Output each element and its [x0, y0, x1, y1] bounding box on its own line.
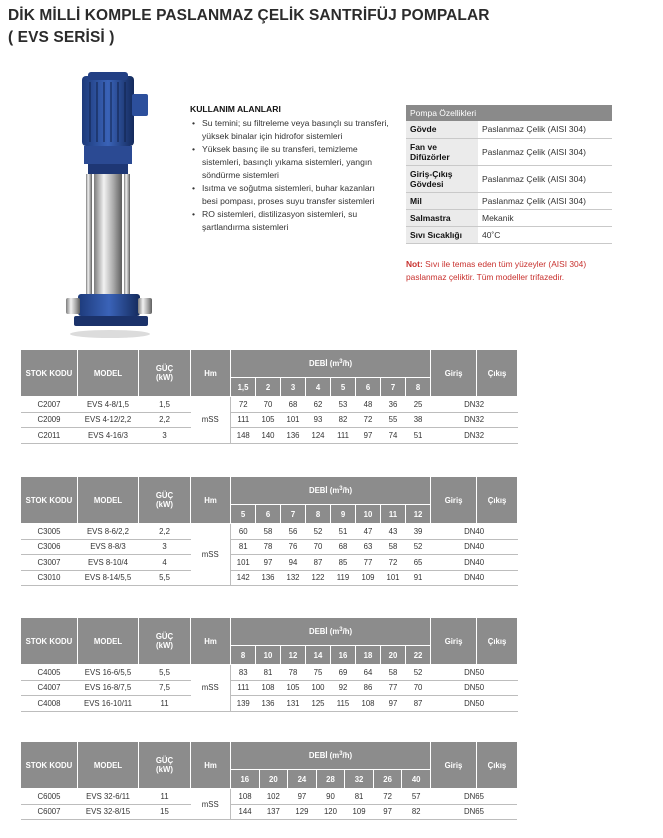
note-label: Not:: [406, 259, 423, 269]
connection-cell: DN65: [430, 789, 517, 805]
head-value-cell: 108: [356, 696, 381, 712]
spec-key: Salmastra: [406, 209, 478, 226]
head-value-cell: 111: [231, 412, 256, 428]
flow-unit-sup: 3: [339, 486, 343, 492]
flow-unit-sup: 3: [339, 359, 343, 365]
head-value-cell: 57: [402, 789, 431, 805]
head-value-cell: 51: [406, 428, 431, 444]
head-value-cell: 69: [331, 665, 356, 681]
flow-unit-sup: 3: [339, 627, 343, 633]
stok-header: STOK KODU: [21, 477, 78, 524]
flow-value-header: 18: [356, 646, 381, 665]
model-header: MODEL: [78, 618, 139, 665]
connection-cell: DN40: [431, 570, 518, 586]
flow-header: [231, 618, 431, 646]
flow-value-header: 7: [381, 378, 406, 397]
connection-cell: DN50: [431, 680, 518, 696]
table-row: [21, 397, 518, 413]
flow-value-header: 8: [406, 378, 431, 397]
model-cell: EVS 32-8/15: [78, 804, 139, 820]
flow-header: [231, 350, 431, 378]
connection-cell: DN50: [431, 696, 518, 712]
usage-item: • Su temini; su filtreleme veya basınçlı su transferi, yüksek binalar için hidrofor sistemleri: [202, 117, 390, 143]
spec-key: Sıvı Sıcaklığı: [406, 226, 478, 243]
head-value-cell: 53: [331, 397, 356, 413]
head-header: Hm: [191, 477, 231, 524]
flow-value-header: 5: [331, 378, 356, 397]
head-value-cell: 64: [356, 665, 381, 681]
stok-header: STOK KODU: [21, 618, 78, 665]
head-value-cell: 78: [281, 665, 306, 681]
head-value-cell: 76: [281, 539, 306, 555]
head-value-cell: 101: [381, 570, 406, 586]
head-value-cell: 125: [306, 696, 331, 712]
flow-value-header: 20: [259, 770, 288, 789]
connection-cell: DN50: [431, 665, 518, 681]
power-cell: 5,5: [139, 665, 191, 681]
spec-value: Mekanik: [478, 209, 612, 226]
performance-table: [20, 476, 518, 586]
model-cell: EVS 16-10/11: [78, 696, 139, 712]
flow-label: DEBİ (m: [308, 627, 340, 636]
table-row: [21, 555, 518, 571]
power-label: GÜÇ: [155, 364, 174, 373]
stok-cell: C2007: [21, 397, 78, 413]
power-cell: 3: [139, 539, 191, 555]
spec-value: Paslanmaz Çelik (AISI 304): [478, 165, 612, 192]
flow-value-header: 6: [356, 378, 381, 397]
head-value-cell: 52: [406, 539, 431, 555]
head-value-cell: 92: [331, 680, 356, 696]
flow-unit: /h): [342, 627, 353, 636]
head-value-cell: 68: [331, 539, 356, 555]
head-value-cell: 72: [231, 397, 256, 413]
head-value-cell: 58: [256, 524, 281, 540]
connection-cell: DN40: [431, 539, 518, 555]
spec-value: 40˚C: [478, 226, 612, 243]
connection-cell: DN40: [431, 555, 518, 571]
stok-cell: C3010: [21, 570, 78, 586]
head-value-cell: 63: [356, 539, 381, 555]
head-value-cell: 36: [381, 397, 406, 413]
page-subtitle: ( EVS SERİSİ ): [8, 29, 115, 46]
flow-value-header: 8: [306, 505, 331, 524]
head-value-cell: 142: [231, 570, 256, 586]
spec-key: Fan ve Difüzörler: [406, 138, 478, 165]
stok-header: STOK KODU: [21, 742, 78, 789]
head-value-cell: 136: [256, 696, 281, 712]
flow-label: DEBİ (m: [308, 486, 340, 495]
head-value-cell: 101: [281, 412, 306, 428]
head-value-cell: 72: [356, 412, 381, 428]
flow-value-header: 8: [231, 646, 256, 665]
head-value-cell: 87: [406, 696, 431, 712]
flow-unit: /h): [342, 359, 353, 368]
head-value-cell: 90: [316, 789, 345, 805]
stok-cell: C2009: [21, 412, 78, 428]
stok-cell: C6007: [21, 804, 78, 820]
model-cell: EVS 16-6/5,5: [78, 665, 139, 681]
table-row: [21, 428, 518, 444]
head-value-cell: 81: [231, 539, 256, 555]
flow-header: [231, 742, 431, 770]
connection-cell: DN32: [431, 428, 518, 444]
head-header: Hm: [191, 350, 231, 397]
head-value-cell: 136: [281, 428, 306, 444]
power-cell: 4: [139, 555, 191, 571]
usage-title: KULLANIM ALANLARI: [190, 104, 281, 114]
flow-value-header: 12: [406, 505, 431, 524]
flow-value-header: 24: [288, 770, 317, 789]
power-cell: 11: [139, 789, 191, 805]
head-value-cell: 108: [256, 680, 281, 696]
power-unit: (kW): [156, 500, 173, 509]
outlet-header: Çıkış: [476, 742, 517, 789]
head-value-cell: 81: [345, 789, 374, 805]
power-cell: 7,5: [139, 680, 191, 696]
table-row: [21, 539, 518, 555]
flow-value-header: 5: [231, 505, 256, 524]
head-value-cell: 82: [402, 804, 431, 820]
head-value-cell: 124: [306, 428, 331, 444]
stok-cell: C2011: [21, 428, 78, 444]
head-value-cell: 70: [256, 397, 281, 413]
head-value-cell: 52: [406, 665, 431, 681]
head-value-cell: 102: [259, 789, 288, 805]
head-value-cell: 97: [256, 555, 281, 571]
performance-table: [20, 617, 518, 712]
head-value-cell: 48: [356, 397, 381, 413]
head-value-cell: 94: [281, 555, 306, 571]
outlet-header: Çıkış: [477, 618, 518, 665]
connection-cell: DN65: [430, 804, 517, 820]
stok-cell: C4008: [21, 696, 78, 712]
table-row: [21, 524, 518, 540]
head-value-cell: 68: [281, 397, 306, 413]
power-label: GÜÇ: [155, 632, 174, 641]
stok-cell: C6005: [21, 789, 78, 805]
head-value-cell: 86: [356, 680, 381, 696]
head-value-cell: 111: [331, 428, 356, 444]
table-row: [21, 412, 518, 428]
flow-header: [231, 477, 431, 505]
model-cell: EVS 4-16/3: [78, 428, 139, 444]
head-value-cell: 51: [331, 524, 356, 540]
power-cell: 3: [139, 428, 191, 444]
flow-value-header: 16: [331, 646, 356, 665]
head-value-cell: 25: [406, 397, 431, 413]
connection-cell: DN32: [431, 397, 518, 413]
head-value-cell: 65: [406, 555, 431, 571]
usage-item: • Isıtma ve soğutma sistemleri, buhar kazanları besi pompası, proses suyu transfer sistemleri: [202, 182, 390, 208]
head-value-cell: 108: [231, 789, 260, 805]
power-unit: (kW): [156, 765, 173, 774]
flow-label: DEBİ (m: [308, 359, 340, 368]
inlet-header: Giriş: [431, 618, 477, 665]
flow-value-header: 16: [231, 770, 260, 789]
outlet-header: Çıkış: [477, 350, 518, 397]
head-value-cell: 129: [288, 804, 317, 820]
head-value-cell: 83: [231, 665, 256, 681]
pump-spec-table: [406, 105, 612, 244]
head-value-cell: 115: [331, 696, 356, 712]
model-cell: EVS 8-6/2,2: [78, 524, 139, 540]
head-value-cell: 148: [231, 428, 256, 444]
power-header: [139, 742, 191, 789]
head-value-cell: 60: [231, 524, 256, 540]
head-value-cell: 78: [256, 539, 281, 555]
model-header: MODEL: [78, 477, 139, 524]
head-value-cell: 120: [316, 804, 345, 820]
flow-label: DEBİ (m: [308, 751, 340, 760]
spec-key: Mil: [406, 192, 478, 209]
head-value-cell: 119: [331, 570, 356, 586]
head-value-cell: 122: [306, 570, 331, 586]
flow-value-header: 20: [381, 646, 406, 665]
head-unit-cell: mSS: [191, 789, 231, 820]
table-row: [21, 804, 518, 820]
flow-unit-sup: 3: [339, 751, 343, 757]
head-value-cell: 109: [345, 804, 374, 820]
head-value-cell: 56: [281, 524, 306, 540]
flow-value-header: 2: [256, 378, 281, 397]
head-value-cell: 47: [356, 524, 381, 540]
power-cell: 2,2: [139, 524, 191, 540]
flow-value-header: 6: [256, 505, 281, 524]
spec-value: Paslanmaz Çelik (AISI 304): [478, 121, 612, 138]
power-header: [139, 350, 191, 397]
model-cell: EVS 16-8/7,5: [78, 680, 139, 696]
model-cell: EVS 8-14/5,5: [78, 570, 139, 586]
power-label: GÜÇ: [155, 491, 174, 500]
spec-key: Gövde: [406, 121, 478, 138]
head-value-cell: 77: [381, 680, 406, 696]
head-value-cell: 137: [259, 804, 288, 820]
stok-cell: C3007: [21, 555, 78, 571]
flow-value-header: 40: [402, 770, 431, 789]
flow-value-header: 28: [316, 770, 345, 789]
flow-value-header: 10: [356, 505, 381, 524]
note: [406, 258, 621, 284]
stok-header: STOK KODU: [21, 350, 78, 397]
flow-value-header: 12: [281, 646, 306, 665]
power-label: GÜÇ: [155, 756, 174, 765]
head-value-cell: 109: [356, 570, 381, 586]
table-row: [21, 789, 518, 805]
power-header: [139, 618, 191, 665]
flow-unit: /h): [342, 486, 353, 495]
flow-value-header: 11: [381, 505, 406, 524]
pump-image: [60, 72, 170, 342]
flow-value-header: 1,5: [231, 378, 256, 397]
flow-unit: /h): [342, 751, 353, 760]
stok-cell: C4005: [21, 665, 78, 681]
head-value-cell: 75: [306, 665, 331, 681]
outlet-header: Çıkış: [477, 477, 518, 524]
head-value-cell: 111: [231, 680, 256, 696]
note-text: Sıvı ile temas eden tüm yüzeyler (AISI 304) paslanmaz çeliktir. Tüm modeller trifazedir.: [406, 259, 587, 282]
head-value-cell: 81: [256, 665, 281, 681]
head-value-cell: 91: [406, 570, 431, 586]
table-row: [21, 696, 518, 712]
head-value-cell: 97: [373, 804, 402, 820]
power-cell: 2,2: [139, 412, 191, 428]
inlet-header: Giriş: [431, 477, 477, 524]
head-value-cell: 140: [256, 428, 281, 444]
flow-value-header: 7: [281, 505, 306, 524]
head-value-cell: 58: [381, 539, 406, 555]
head-value-cell: 132: [281, 570, 306, 586]
page-title: DİK MİLLİ KOMPLE PASLANMAZ ÇELİK SANTRİFÜJ POMPALAR: [8, 7, 490, 24]
head-value-cell: 144: [231, 804, 260, 820]
head-value-cell: 97: [288, 789, 317, 805]
head-value-cell: 72: [373, 789, 402, 805]
flow-value-header: 10: [256, 646, 281, 665]
flow-value-header: 9: [331, 505, 356, 524]
spec-header: Pompa Özellikleri: [406, 105, 612, 121]
head-value-cell: 97: [356, 428, 381, 444]
head-value-cell: 58: [381, 665, 406, 681]
head-value-cell: 55: [381, 412, 406, 428]
table-row: [21, 570, 518, 586]
power-cell: 15: [139, 804, 191, 820]
model-header: MODEL: [78, 742, 139, 789]
head-value-cell: 100: [306, 680, 331, 696]
spec-value: Paslanmaz Çelik (AISI 304): [478, 138, 612, 165]
stok-cell: C4007: [21, 680, 78, 696]
table-row: [21, 680, 518, 696]
head-value-cell: 39: [406, 524, 431, 540]
inlet-header: Giriş: [430, 742, 476, 789]
head-value-cell: 52: [306, 524, 331, 540]
power-cell: 1,5: [139, 397, 191, 413]
connection-cell: DN32: [431, 412, 518, 428]
flow-value-header: 4: [306, 378, 331, 397]
head-unit-cell: mSS: [191, 665, 231, 712]
head-header: Hm: [191, 618, 231, 665]
head-value-cell: 82: [331, 412, 356, 428]
model-cell: EVS 8-10/4: [78, 555, 139, 571]
model-header: MODEL: [78, 350, 139, 397]
usage-list: [190, 117, 390, 234]
usage-section: [190, 103, 390, 234]
flow-value-header: 26: [373, 770, 402, 789]
head-value-cell: 105: [256, 412, 281, 428]
flow-value-header: 3: [281, 378, 306, 397]
stok-cell: C3005: [21, 524, 78, 540]
stok-cell: C3006: [21, 539, 78, 555]
spec-value: Paslanmaz Çelik (AISI 304): [478, 192, 612, 209]
head-value-cell: 131: [281, 696, 306, 712]
power-cell: 11: [139, 696, 191, 712]
power-header: [139, 477, 191, 524]
head-value-cell: 87: [306, 555, 331, 571]
power-cell: 5,5: [139, 570, 191, 586]
power-unit: (kW): [156, 373, 173, 382]
flow-value-header: 14: [306, 646, 331, 665]
head-value-cell: 62: [306, 397, 331, 413]
head-value-cell: 105: [281, 680, 306, 696]
model-cell: EVS 4-12/2,2: [78, 412, 139, 428]
model-cell: EVS 8-8/3: [78, 539, 139, 555]
usage-item: • Yüksek basınç ile su transferi, temizleme sistemleri, basınçlı yıkama sistemleri, yangın söndürme sistemleri: [202, 143, 390, 182]
performance-table: [20, 349, 518, 444]
head-value-cell: 74: [381, 428, 406, 444]
head-value-cell: 101: [231, 555, 256, 571]
performance-table: [20, 741, 518, 820]
head-value-cell: 85: [331, 555, 356, 571]
flow-value-header: 22: [406, 646, 431, 665]
model-cell: EVS 4-8/1,5: [78, 397, 139, 413]
usage-item: • RO sistemleri, distilizasyon sistemleri, su şartlandırma sistemleri: [202, 208, 390, 234]
model-cell: EVS 32-6/11: [78, 789, 139, 805]
head-value-cell: 70: [306, 539, 331, 555]
head-value-cell: 72: [381, 555, 406, 571]
head-value-cell: 70: [406, 680, 431, 696]
head-value-cell: 93: [306, 412, 331, 428]
table-row: [21, 665, 518, 681]
inlet-header: Giriş: [431, 350, 477, 397]
head-value-cell: 139: [231, 696, 256, 712]
head-value-cell: 77: [356, 555, 381, 571]
power-unit: (kW): [156, 641, 173, 650]
head-unit-cell: mSS: [191, 524, 231, 586]
head-value-cell: 38: [406, 412, 431, 428]
head-header: Hm: [191, 742, 231, 789]
connection-cell: DN40: [431, 524, 518, 540]
flow-value-header: 32: [345, 770, 374, 789]
head-value-cell: 43: [381, 524, 406, 540]
head-value-cell: 97: [381, 696, 406, 712]
spec-key: Giriş-Çıkış Gövdesi: [406, 165, 478, 192]
head-unit-cell: mSS: [191, 397, 231, 444]
head-value-cell: 136: [256, 570, 281, 586]
